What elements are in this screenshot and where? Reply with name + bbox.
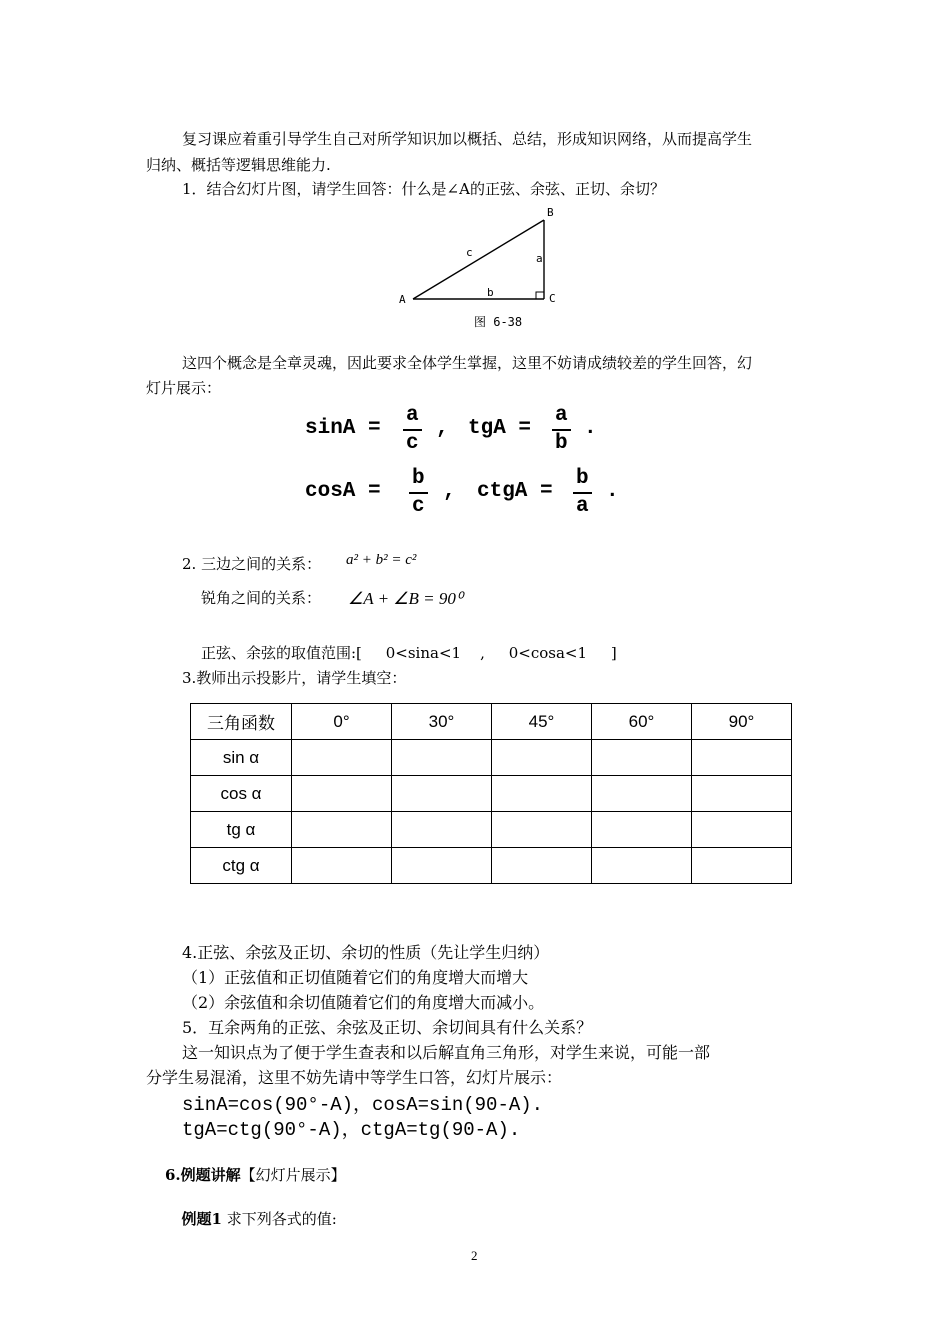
tg-lhs: tgA = — [468, 417, 532, 440]
blank-cell[interactable] — [692, 740, 792, 776]
page-number: 2 — [471, 1248, 478, 1263]
blank-cell[interactable] — [492, 776, 592, 812]
tg-denominator: b — [555, 432, 568, 455]
sin-fraction — [403, 403, 422, 457]
example-1 — [172, 1190, 337, 1229]
cos-fraction — [409, 466, 428, 520]
sin-numerator: a — [403, 403, 422, 431]
trig-values-table — [190, 703, 792, 884]
table-row — [191, 776, 792, 812]
example-1-prompt: 求下列各式的值: — [221, 1210, 337, 1228]
right-angle-mark — [536, 292, 544, 299]
paragraph-complement-line1: 这一知识点为了便于学生查表和以后解直角三角形，对学生来说，可能一部 — [182, 1043, 711, 1062]
side-a-label: a — [536, 252, 543, 265]
blank-cell[interactable] — [292, 776, 392, 812]
side-c-label: c — [466, 246, 473, 259]
blank-cell[interactable] — [592, 812, 692, 848]
period-2: . — [606, 480, 619, 503]
blank-cell[interactable] — [492, 740, 592, 776]
ctg-lhs: ctgA = — [477, 480, 553, 503]
blank-cell[interactable] — [492, 848, 592, 884]
blank-cell[interactable] — [692, 776, 792, 812]
tg-numerator: a — [552, 403, 571, 431]
paragraph-complement-line2: 分学生易混淆，这里不妨先请中等学生口答，幻灯片展示： — [146, 1068, 563, 1087]
row-label: tg α — [191, 812, 292, 848]
comma-2: , — [443, 480, 456, 503]
question-2-label: 2. 三边之间的关系： — [182, 555, 322, 573]
property-1: （1）正弦值和正切值随着它们的角度增大而增大 — [182, 968, 529, 987]
blank-cell[interactable] — [392, 776, 492, 812]
cos-lhs: cosA = — [305, 480, 381, 503]
paragraph-concepts-line1: 这四个概念是全章灵魂，因此要求全体学生掌握，这里不妨请成绩较差的学生回答，幻 — [182, 354, 753, 372]
header-cell: 30° — [392, 704, 492, 740]
sin-denominator: c — [406, 432, 419, 455]
header-cell: 三角函数 — [191, 704, 292, 740]
acute-angle-formula: ∠A + ∠B = 90⁰ — [348, 589, 463, 608]
paragraph-concepts-line2: 灯片展示： — [146, 379, 222, 397]
question-1: 1．结合幻灯片图，请学生回答：什么是∠A的正弦、余弦、正切、余切？ — [182, 180, 665, 198]
blank-cell[interactable] — [592, 848, 692, 884]
value-range-line: 正弦、余弦的取值范围:[ 0<sina<1 , 0<cosa<1 ] — [201, 644, 617, 662]
question-3: 3.教师出示投影片，请学生填空： — [182, 669, 407, 687]
vertex-b-label: B — [547, 206, 554, 219]
table-row — [191, 812, 792, 848]
period-1: . — [584, 417, 597, 440]
side-b-label: b — [487, 286, 494, 299]
figure-caption: 图 6-38 — [474, 315, 523, 329]
row-label: sin α — [191, 740, 292, 776]
comma-1: , — [436, 417, 449, 440]
blank-cell[interactable] — [392, 848, 492, 884]
right-triangle-figure — [390, 200, 570, 335]
table-row — [191, 848, 792, 884]
blank-cell[interactable] — [292, 812, 392, 848]
vertex-c-label: C — [549, 292, 556, 305]
blank-cell[interactable] — [292, 740, 392, 776]
vertex-a-label: A — [399, 293, 406, 306]
cos-numerator: b — [409, 466, 428, 494]
pythagorean-formula: a² + b² = c² — [346, 552, 417, 568]
header-cell: 45° — [492, 704, 592, 740]
example-1-label: 例题1 — [181, 1210, 222, 1228]
blank-cell[interactable] — [592, 776, 692, 812]
section-6-title: 6.例题讲解 — [165, 1166, 241, 1184]
ctg-denominator: a — [576, 495, 589, 518]
row-label: cos α — [191, 776, 292, 812]
blank-cell[interactable] — [392, 740, 492, 776]
paragraph-intro-line2: 归纳、概括等逻辑思维能力. — [146, 156, 331, 174]
row-label: ctg α — [191, 848, 292, 884]
ctg-fraction — [573, 466, 592, 520]
ctg-numerator: b — [573, 466, 592, 494]
cos-denominator: c — [412, 495, 425, 518]
blank-cell[interactable] — [592, 740, 692, 776]
blank-cell[interactable] — [692, 812, 792, 848]
blank-cell[interactable] — [292, 848, 392, 884]
acute-angle-label: 锐角之间的关系： — [201, 589, 322, 607]
section-6-note: 【幻灯片展示】 — [240, 1166, 346, 1184]
table-header-row — [191, 704, 792, 740]
question-4: 4.正弦、余弦及正切、余切的性质（先让学生归纳） — [182, 943, 550, 962]
question-5: 5．互余两角的正弦、余弦及正切、余切间具有什么关系？ — [182, 1018, 593, 1037]
hypotenuse-c — [413, 220, 544, 299]
table-row — [191, 740, 792, 776]
section-6-heading — [165, 1164, 346, 1185]
blank-cell[interactable] — [392, 812, 492, 848]
complement-relation-1: sinA=cos(90°-A)，cosA=sin(90-A). — [182, 1094, 544, 1116]
blank-cell[interactable] — [692, 848, 792, 884]
blank-cell[interactable] — [492, 812, 592, 848]
property-2: （2）余弦值和余切值随着它们的角度增大而减小。 — [182, 993, 545, 1012]
complement-relation-2: tgA=ctg(90°-A)，ctgA=tg(90-A). — [182, 1119, 521, 1141]
sin-lhs: sinA = — [305, 417, 381, 440]
tg-fraction — [552, 403, 571, 457]
header-cell: 0° — [292, 704, 392, 740]
header-cell: 90° — [692, 704, 792, 740]
header-cell: 60° — [592, 704, 692, 740]
paragraph-intro-line1: 复习课应着重引导学生自己对所学知识加以概括、总结，形成知识网络，从而提高学生 — [182, 130, 753, 148]
